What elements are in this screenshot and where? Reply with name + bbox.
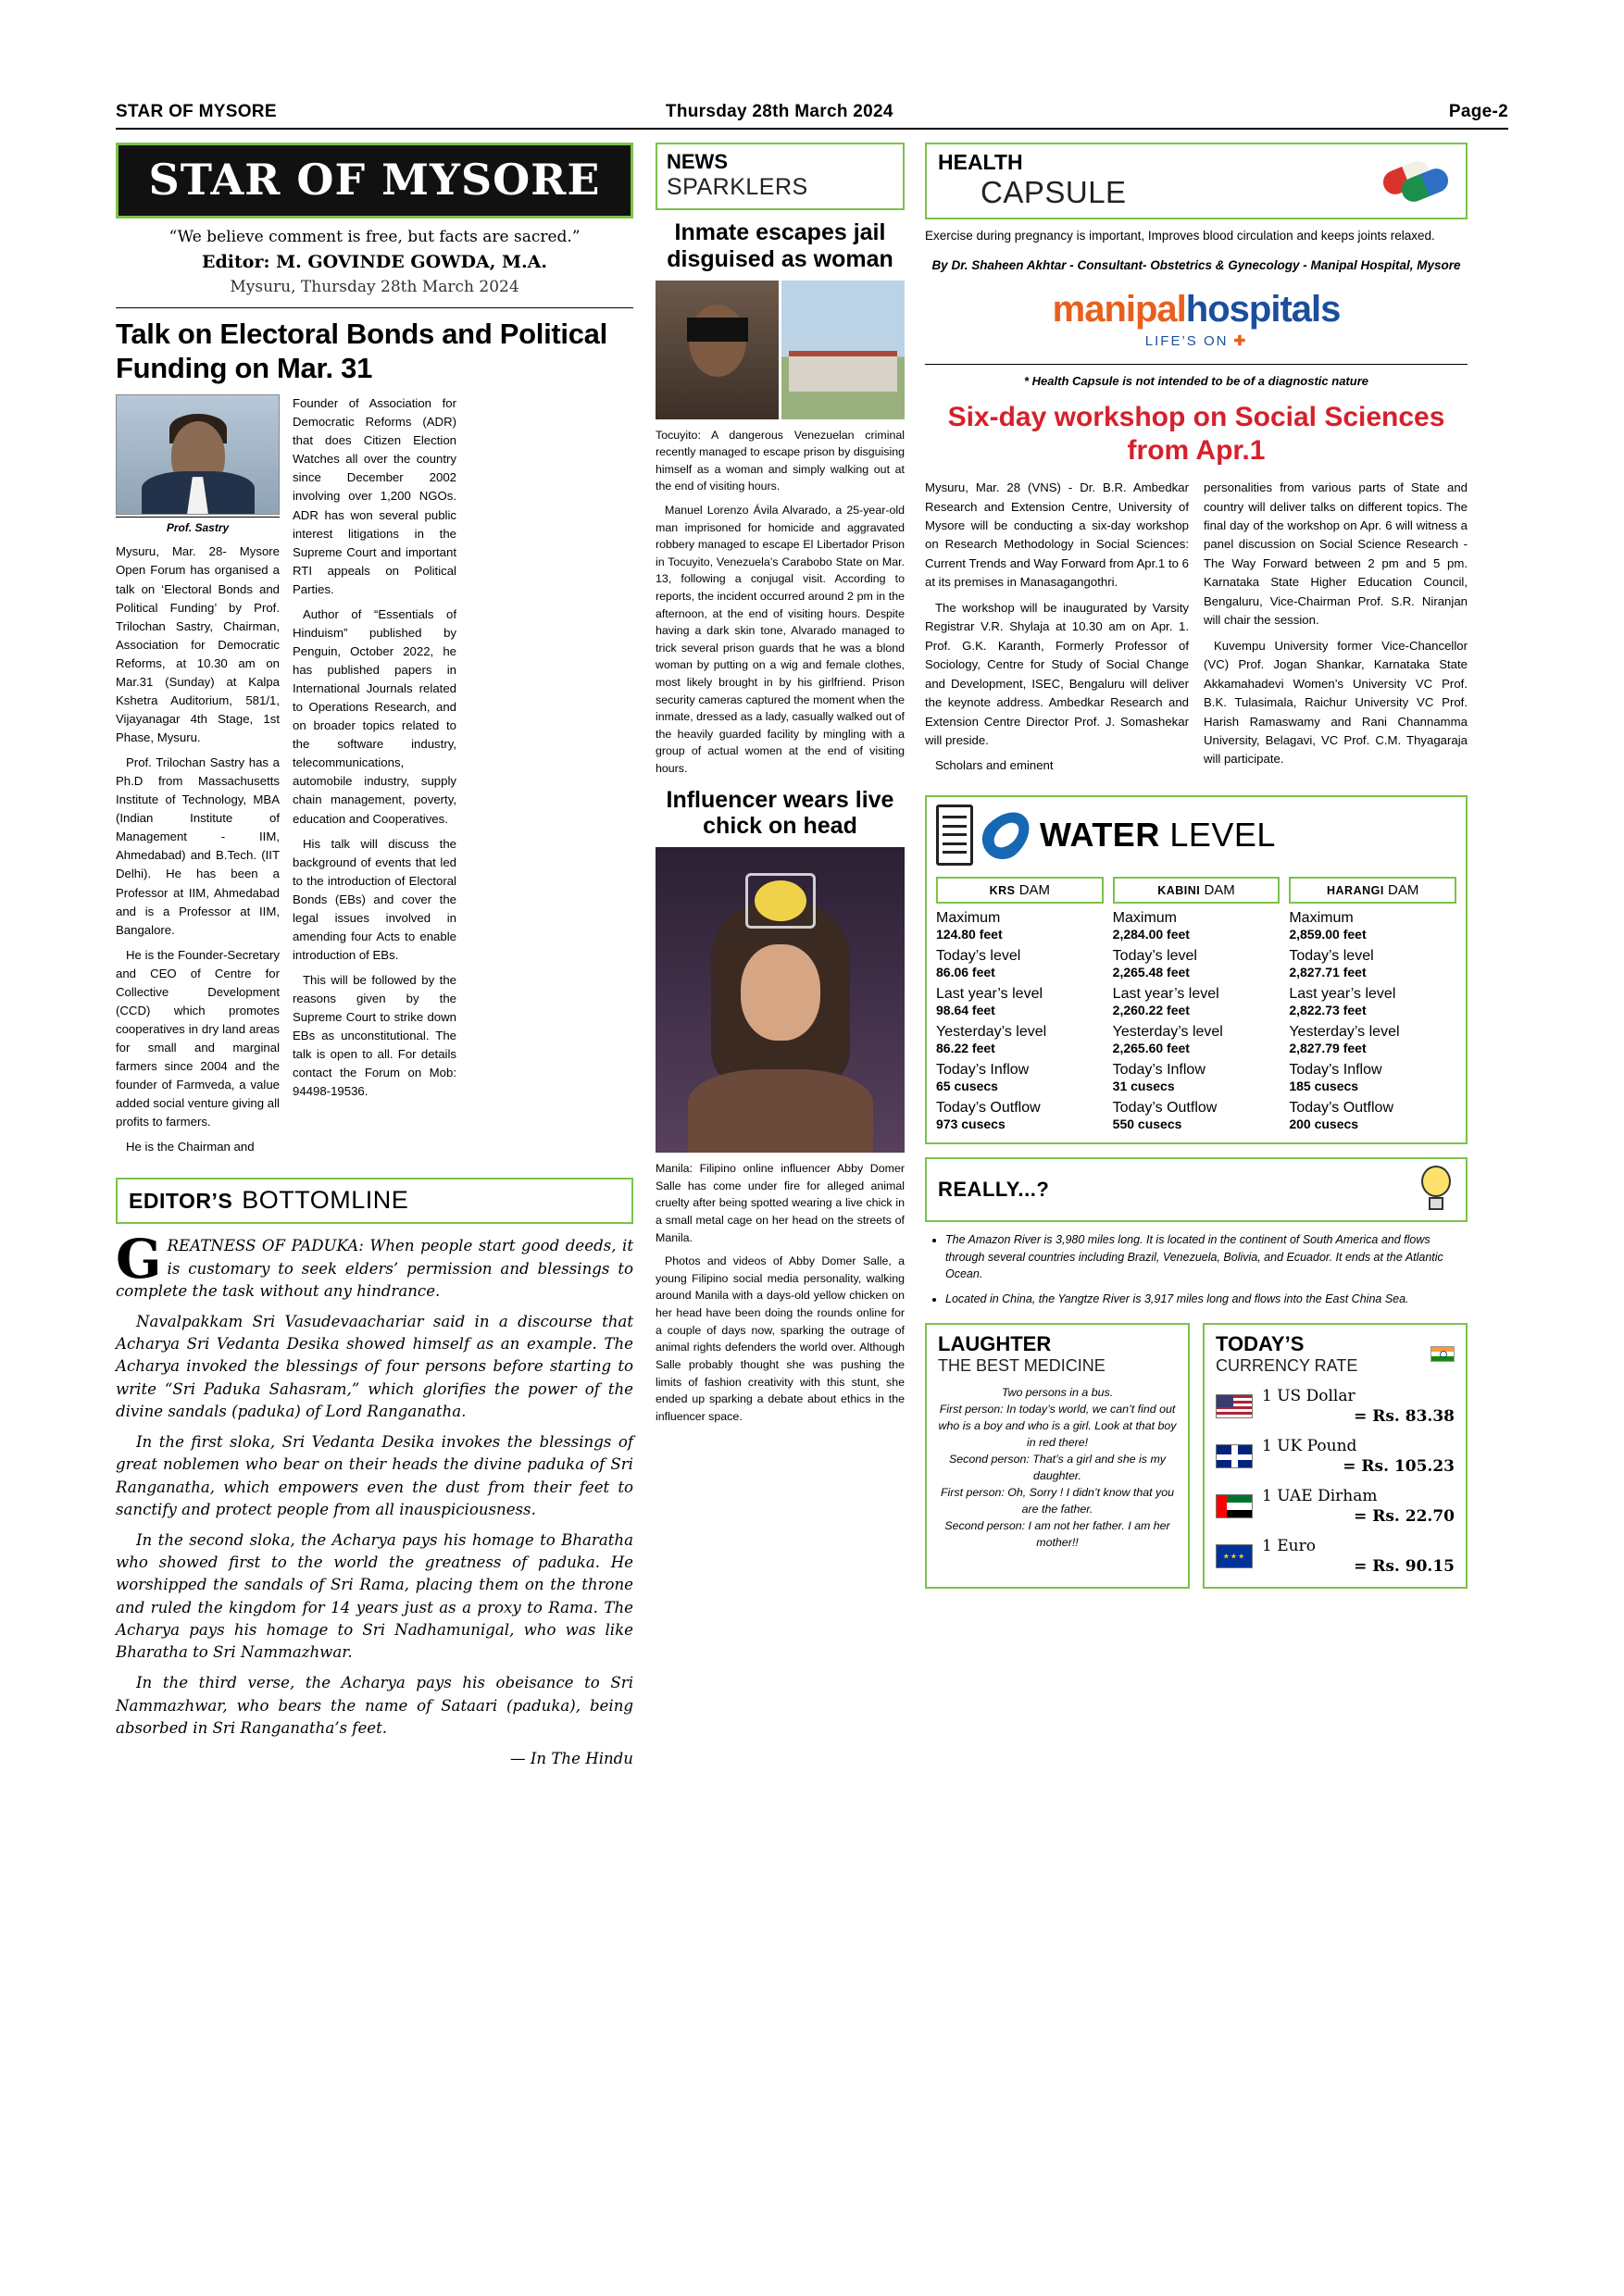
uae-flag-icon <box>1216 1494 1253 1518</box>
really-header <box>925 1157 1468 1222</box>
news-story-1-body <box>656 427 905 778</box>
health-byline: By Dr. Shaheen Akhtar - Consultant- Obstetrics & Gynecology - Manipal Hospital, Mysore <box>931 257 1461 272</box>
label-inflow: Today’s Inflow <box>1289 1061 1382 1078</box>
laughter-title: LAUGHTER <box>938 1331 1052 1355</box>
currency-row <box>1216 1487 1455 1526</box>
currency-value: = Rs. 22.70 <box>1354 1506 1455 1526</box>
paragraph: Author of “Essentials of Hinduism” published by Penguin, October 2022, he has published papers in International Journals related to Operations Research, and on broader topics related to the software industry, telecommunications, automobile industry, supply chain management, poverty, education and Cooperatives. <box>293 606 456 826</box>
bottomline-source: — In The Hindu <box>509 1749 633 1767</box>
currency-panel <box>1203 1323 1468 1589</box>
joke-line: Second person: That’s a girl and she is my daughter. <box>949 1452 1166 1482</box>
really-body <box>925 1231 1468 1308</box>
capsule-icon <box>1382 162 1455 199</box>
paragraph <box>116 1228 633 1303</box>
masthead-quote: “We believe comment is free, but facts are sacred.” <box>169 228 581 246</box>
label-outflow: Today’s Outflow <box>1112 1099 1218 1116</box>
currency-subtitle: CURRENCY RATE <box>1216 1355 1358 1375</box>
joke-line: Two persons in a bus. <box>1001 1385 1114 1399</box>
health-disclaimer: * Health Capsule is not intended to be of a diagnostic nature <box>925 364 1468 388</box>
value-today: 86.06 feet <box>936 964 995 980</box>
value-maximum: 2,284.00 feet <box>1112 926 1190 942</box>
health-text: Exercise during pregnancy is important, Improves blood circulation and keeps joints relaxed. <box>925 229 1435 243</box>
news-subtitle: SPARKLERS <box>667 174 808 200</box>
label-today: Today’s level <box>936 947 1021 964</box>
value-last-year: 2,260.22 feet <box>1112 1002 1190 1017</box>
bottomline-title-light: BOTTOMLINE <box>242 1186 409 1215</box>
paragraph: Photos and videos of Abby Domer Salle, a young Filipino social media personality, walking around Manila with a days-old yellow chicken on her head have been doing the rounds online for a couple of days now, sparking the outrage of animal rights defenders the world over. Although Salle probably thought she was pushing the limits of fashion creativity with this stunt, she ended up sparking a debate about ethics in the influencer space. <box>656 1254 905 1423</box>
currency-name: 1 Euro <box>1262 1536 1316 1555</box>
india-flag-icon <box>1430 1346 1455 1362</box>
news-title: NEWS <box>667 150 728 173</box>
value-today: 2,265.48 feet <box>1112 964 1190 980</box>
label-maximum: Maximum <box>1289 909 1354 926</box>
manipal-logo <box>925 289 1468 349</box>
lead-col-3 <box>469 394 633 1163</box>
paragraph: Founder of Association for Democratic Reforms (ADR) that does Citizen Election Watches all over the country since December 2002 involving over 1,200 NGOs. ADR has won several public interest litigations in the Supreme Court and important RTI appeals on Political Parties. <box>293 396 456 596</box>
water-drop-icon <box>974 803 1040 868</box>
paragraph: This will be followed by the reasons given by the Supreme Court to strike down EBs as unconstitutional. The talk is open to all. For details contact the Forum on Mob: 94498-19536. <box>293 973 456 1099</box>
lead-col-2 <box>293 394 456 1163</box>
currency-name: 1 UAE Dirham <box>1262 1486 1378 1505</box>
masthead-rule <box>116 307 633 308</box>
cross-icon: ✚ <box>1233 333 1248 350</box>
paragraph: personalities from various parts of State and country will deliver talks on different topics. The final day of the workshop on Apr. 6 will witness a panel discussion on Social Science Research -The Way Forward between 2 pm and 5 pm. Karnataka State Higher Education Council, Bengaluru, Vice-Chairman Prof. S.R. Niranjan will chair the session. <box>1204 480 1468 628</box>
paragraph: The workshop will be inaugurated by Varsity Registrar V.R. Shylaja at 10.30 am on Apr. 1. Prof. G.K. Karanth, Formerly Professor of Sociology, Centre for Study of Social Change and Development, ISEC, Bengaluru will deliver the keynote address. Ambedkar Research and Extension Centre Director Prof. J. Somashekar will preside. <box>925 600 1189 748</box>
value-yesterday: 2,827.79 feet <box>1289 1040 1367 1055</box>
label-outflow: Today’s Outflow <box>1289 1099 1393 1116</box>
paragraph: He is the Founder-Secretary and CEO of Centre for Collective Development (CCD) which promotes cooperatives in dry land areas for small and marginal farmers since 2004 and the founder of Farmveda, a value added social venture giving all profits to farmers. <box>116 947 280 1129</box>
value-outflow: 200 cusecs <box>1289 1116 1359 1131</box>
workshop-col-2 <box>1204 479 1468 782</box>
brand-tagline: LIFE’S ON <box>1144 333 1229 350</box>
photo-caption: Prof. Sastry <box>116 517 280 536</box>
masthead-logo: STAR OF MYSORE <box>116 143 633 218</box>
value-last-year: 98.64 feet <box>936 1002 995 1017</box>
page-columns <box>116 143 1508 1778</box>
water-title-bold: WATER <box>1040 815 1160 854</box>
header-date: Thursday 28th March 2024 <box>665 102 893 121</box>
header-publication: STAR OF MYSORE <box>116 102 277 121</box>
workshop-col-1 <box>925 479 1189 782</box>
label-inflow: Today’s Inflow <box>936 1061 1030 1078</box>
currency-value: = Rs. 105.23 <box>1343 1456 1455 1476</box>
currency-row <box>1216 1387 1455 1426</box>
bottomline-title-bold: EDITOR’S <box>129 1189 233 1214</box>
brand-name-secondary: hospitals <box>1185 289 1341 331</box>
label-today: Today’s level <box>1112 947 1197 964</box>
label-inflow: Today’s Inflow <box>1112 1061 1206 1078</box>
currency-name: 1 UK Pound <box>1262 1436 1357 1455</box>
health-title: HEALTH <box>938 150 1023 174</box>
news-story-1-headline: Inmate escapes jail disguised as woman <box>667 219 893 272</box>
dam-card <box>1289 877 1456 1131</box>
water-level-header <box>936 805 1456 866</box>
bottomline-header <box>116 1178 633 1224</box>
page-header <box>116 102 1508 122</box>
paragraph: Manuel Lorenzo Ávila Alvarado, a 25-year-old man imprisoned for homicide and aggravated robbery managed to escape El Libertador Prison in Tocuyito, Venezuela’s Carabobo State on Mar. 13, following a conjugal visit. According to reports, the incident occurred around 2 pm in the afternoon, at the end of visiting hours. Despite having a dark skin tone, Alvarado managed to trick several prison guards that he was a blond woman by putting on a wig and female clothes, most likely brought in by his girlfriend. Prison security cameras captured the moment when the inmate, dressed as a lady, casually walked out of the heavily guarded facility by mingling with a group of actual women at the end of visiting hours. <box>656 503 905 776</box>
value-outflow: 550 cusecs <box>1112 1116 1182 1131</box>
news-story-2-body <box>656 1160 905 1425</box>
column-right <box>912 143 1468 1778</box>
bottomline-body <box>116 1228 633 1770</box>
workshop-headline: Six-day workshop on Social Sciences from Apr.1 <box>947 402 1445 467</box>
paragraph: In the first sloka, Sri Vedanta Desika invokes the blessings of great noblemen who bear on their heads the divine paduka of Sri Ranganatha, which empowers even the dust from their feet to sanctify and protect people from all inauspiciousness. <box>116 1433 633 1518</box>
lead-photo-box <box>116 394 280 536</box>
value-maximum: 124.80 feet <box>936 926 1003 942</box>
header-page-number: Page-2 <box>1448 102 1508 121</box>
value-inflow: 185 cusecs <box>1289 1078 1359 1093</box>
health-capsule-header <box>925 143 1468 219</box>
label-maximum: Maximum <box>1112 909 1178 926</box>
joke-line: Second person: I am not her father. I am her mother!! <box>944 1518 1170 1549</box>
lightbulb-icon <box>1418 1166 1455 1214</box>
joke-line: First person: Oh, Sorry ! I didn’t know that you are the father. <box>940 1485 1175 1516</box>
dam-name-bold: KABINI <box>1157 883 1201 897</box>
currency-title: TODAY’S <box>1216 1331 1305 1355</box>
currency-row <box>1216 1537 1455 1576</box>
dam-list <box>936 877 1456 1131</box>
header-rule <box>116 128 1508 130</box>
news-story-1-photo <box>656 281 905 419</box>
currency-name: 1 US Dollar <box>1262 1386 1355 1405</box>
label-yesterday: Yesterday’s level <box>936 1023 1047 1040</box>
list-item: • Located in China, the Yangtze River is 3,917 miles long and flows into the East China Sea. <box>945 1291 1468 1308</box>
lead-col-1 <box>116 394 280 1163</box>
laughter-body <box>938 1385 1177 1552</box>
paragraph: Manila: Filipino online influencer Abby Domer Salle has come under fire for alleged animal cruelty after being spotted wearing a live chick in a small metal cage on her head on the streets of Manila. <box>656 1162 905 1244</box>
masthead-place: Mysuru, Thursday 28th March 2024 <box>230 278 519 296</box>
currency-row <box>1216 1437 1455 1476</box>
workshop-body <box>925 479 1468 782</box>
paragraph: Kuvempu University former Vice-Chancellor (VC) Prof. Jogan Shankar, Karnataka State Akkamahadevi Women’s University VC Prof. B.K. Tulasimala, Raichur University VC Prof. Harish Ramaswamy and Rani Channamma University, Belagavi, VC Prof. C.M. Thyagaraja will participate. <box>1204 638 1468 767</box>
paragraph: Navalpakkam Sri Vasudevaachariar said in a discourse that Acharya Sri Vedanta Desika showed himself as an example. The Acharya invoked the blessings of four persons before starting to write “Sri Paduka Sahasram,” which glorifies the power of the divine sandals (paduka) of Lord Ranganatha. <box>116 1313 633 1420</box>
eu-flag-icon <box>1216 1544 1253 1568</box>
value-today: 2,827.71 feet <box>1289 964 1367 980</box>
label-today: Today’s level <box>1289 947 1374 964</box>
paragraph: He is the Chairman and <box>126 1140 255 1154</box>
dam-name-light: DAM <box>1018 881 1051 898</box>
water-title-light: LEVEL <box>1169 815 1276 854</box>
paragraph: Prof. Trilochan Sastry has a Ph.D from Massachusetts Institute of Technology, MBA (Indian Institute of Management - IIM, Ahmedabad) and B.Tech. (IIT Delhi). He has been a Professor at IIM, Ahmedabad and is a Professor at IIM, Bangalore. <box>116 755 280 937</box>
dam-name-light: DAM <box>1388 881 1419 898</box>
portrait-photo <box>116 394 280 515</box>
news-sparklers-header <box>656 143 905 210</box>
dropcap: G <box>116 1228 162 1292</box>
bottom-panels <box>925 1323 1468 1589</box>
value-yesterday: 86.22 feet <box>936 1040 995 1055</box>
column-middle <box>648 143 912 1778</box>
laughter-panel <box>925 1323 1190 1589</box>
label-last-year: Last year’s level <box>936 985 1043 1002</box>
label-last-year: Last year’s level <box>1112 985 1219 1002</box>
value-yesterday: 2,265.60 feet <box>1112 1040 1190 1055</box>
label-outflow: Today’s Outflow <box>936 1099 1041 1116</box>
lead-body <box>116 394 633 1163</box>
list-item: • The Amazon River is 3,980 miles long. It is located in the continent of South America and flows through several countries including Brazil, Venezuela, Bolivia, and Ecuador. It ends at the Atlantic Ocean. <box>945 1231 1468 1283</box>
dam-name-bold: HARANGI <box>1327 883 1384 897</box>
news-story-2-headline: Influencer wears live chick on head <box>666 786 894 840</box>
dam-card <box>936 877 1104 1131</box>
masthead-editor: Editor: M. GOVINDE GOWDA, M.A. <box>202 252 547 272</box>
health-subtitle: CAPSULE <box>981 175 1127 209</box>
water-level-panel <box>925 795 1468 1144</box>
dam-name-bold: KRS <box>989 883 1016 897</box>
paragraph: In the second sloka, the Acharya pays his homage to Bharatha who showed first to the world the greatness of paduka. He worshipped the sandals of Sri Rama, placing them on the throne and ruled the kingdom for 14 years just as a proxy to Rama. The Acharya pays his homage to Sri Nadhamunigal, who was like Bharatha to Sri Nammazhwar. <box>116 1531 633 1662</box>
laughter-subtitle: THE BEST MEDICINE <box>938 1355 1106 1375</box>
paragraph: Mysuru, Mar. 28- Mysore Open Forum has organised a talk on ‘Electoral Bonds and Political Funding’ by Prof. Trilochan Sastry, Chairman, Association for Democratic Reforms, at 10.30 am on Mar.31 (Sunday) at Kalpa Kshetra Auditorium, 581/1, Vijayanagar 4th Stage, 1st Phase, Mysuru. <box>116 544 280 745</box>
brand-name-primary: manipal <box>1052 289 1186 331</box>
paragraph: His talk will discuss the background of events that led to the introduction of Electoral Bonds (EBs) and cover the legal issues involved in amending four Acts to enable introduction of EBs. <box>293 836 456 962</box>
lead-headline: Talk on Electoral Bonds and Political Funding on Mar. 31 <box>116 318 607 384</box>
dam-name-light: DAM <box>1204 881 1235 898</box>
currency-value: = Rs. 83.38 <box>1354 1406 1455 1426</box>
value-outflow: 973 cusecs <box>936 1116 1006 1131</box>
value-inflow: 31 cusecs <box>1112 1078 1175 1093</box>
label-yesterday: Yesterday’s level <box>1112 1023 1223 1040</box>
us-flag-icon <box>1216 1394 1253 1418</box>
paragraph: Mysuru, Mar. 28 (VNS) - Dr. B.R. Ambedkar Research and Extension Centre, University of Mysore will be conducting a six-day workshop on Research Methodology in Social Sciences: Current Trends and Way Forward from Apr.1 to 6 at its premises in Manasagangothri. <box>925 480 1189 590</box>
label-last-year: Last year’s level <box>1289 985 1396 1002</box>
paragraph: Tocuyito: A dangerous Venezuelan criminal recently managed to escape prison by disguising himself as a woman and simply walking out at the end of visiting hours. <box>656 428 905 493</box>
label-maximum: Maximum <box>936 909 1001 926</box>
label-yesterday: Yesterday’s level <box>1289 1023 1400 1040</box>
really-title: REALLY...? <box>938 1177 1050 1201</box>
news-story-2-photo <box>656 847 905 1153</box>
value-maximum: 2,859.00 feet <box>1289 926 1367 942</box>
value-inflow: 65 cusecs <box>936 1078 998 1093</box>
paragraph: Scholars and eminent <box>935 758 1054 773</box>
paragraph-text: REATNESS OF PADUKA: When people start good deeds, it is customary to seek elders’ permission and blessings to complete the task without any hindrance. <box>116 1237 633 1300</box>
column-left <box>116 143 648 1778</box>
dam-card <box>1113 877 1280 1131</box>
value-last-year: 2,822.73 feet <box>1289 1002 1367 1017</box>
gauge-icon <box>936 805 973 866</box>
currency-value: = Rs. 90.15 <box>1354 1556 1455 1576</box>
paragraph: In the third verse, the Acharya pays his obeisance to Sri Nammazhwar, who bears the name of Sataari (paduka), being absorbed in Sri Ranganatha’s feet. <box>116 1674 633 1737</box>
uk-flag-icon <box>1216 1444 1253 1468</box>
joke-line: First person: In today’s world, we can’t find out who is a boy and who is a girl. Look at that boy in red there! <box>938 1402 1177 1449</box>
